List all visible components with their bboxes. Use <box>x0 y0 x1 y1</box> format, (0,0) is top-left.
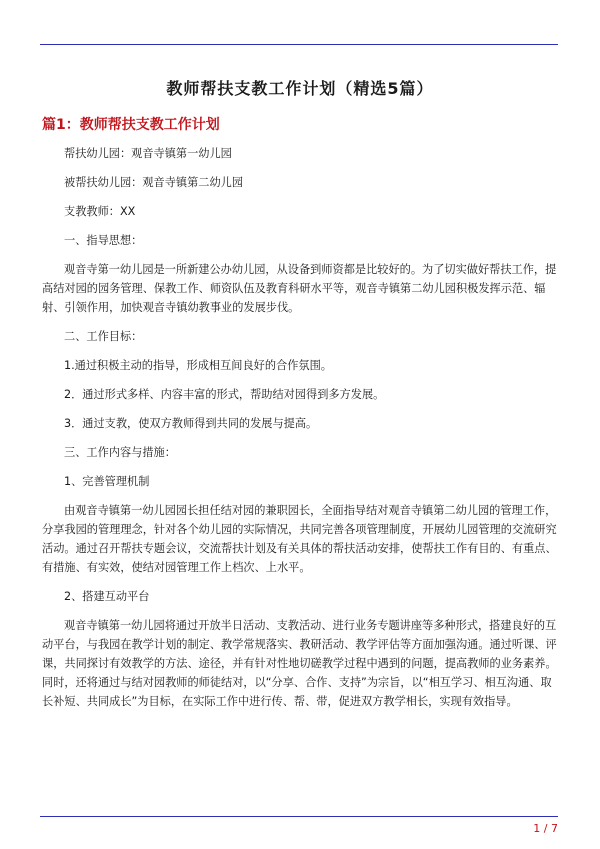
paragraph-teacher: 支教教师：XX <box>64 205 136 218</box>
header-rule <box>40 44 558 45</box>
section-heading: 篇1：教师帮扶支教工作计划 <box>42 117 220 133</box>
heading-content-measures: 三、工作内容与措施： <box>64 446 176 459</box>
goal-item-3: 3．通过支教，使双方教师得到共同的发展与提高。 <box>64 417 318 430</box>
heading-work-goals: 二、工作目标： <box>64 330 143 343</box>
paragraph-ideology-body: 观音寺第一幼儿园是一所新建公办幼儿园，从设备到师资都是比较好的。为了切实做好帮扶工作，提高结对园的园务管理、保教工作、师资队伍及教育科研水平等，观音寺镇第二幼儿园积极发挥示范、辐射、引领作用，加快观音寺镇幼教事业的发展步伐。 <box>42 263 557 314</box>
paragraph-supported-kindergarten: 被帮扶幼儿园：观音寺镇第二幼儿园 <box>64 176 244 189</box>
subheading-management: 1、完善管理机制 <box>64 475 150 488</box>
page-indicator: 1 / 7 <box>533 822 558 835</box>
heading-guiding-ideology: 一、指导思想： <box>64 234 143 247</box>
goal-item-2: 2．通过形式多样、内容丰富的形式，帮助结对园得到多方发展。 <box>64 388 385 401</box>
document-body <box>42 144 560 721</box>
document-title: 教师帮扶支教工作计划（精选5篇） <box>166 79 434 98</box>
subheading-platform: 2、搭建互动平台 <box>64 590 150 603</box>
paragraph-support-kindergarten: 帮扶幼儿园：观音寺镇第一幼儿园 <box>64 147 232 160</box>
footer-rule <box>40 816 558 817</box>
paragraph-management-body: 由观音寺镇第一幼儿园园长担任结对园的兼职园长，全面指导结对观音寺镇第二幼儿园的管理工作，分享我园的管理理念，针对各个幼儿园的实际情况，共同完善各项管理制度，开展幼儿园管理的交流研究活动。通过召开帮扶专题会议，交流帮扶计划及有关具体的帮扶活动安排，使帮扶工作有目的、有重点、有措施、有实效，使结对园管理工作上档次、上水平。 <box>42 504 557 574</box>
paragraph-platform-body: 观音寺镇第一幼儿园将通过开放半日活动、支教活动、进行业务专题讲座等多种形式，搭建良好的互动平台，与我园在教学计划的制定、教学常规落实、教研活动、教学评估等方面加强沟通。通过听课、评课，共同探讨有效教学的方法、途径，并有针对性地切磋教学过程中遇到的问题，提高教师的业务素养。同时，还将通过与结对园教师的师徒结对，以“分享、合作、支持”为宗旨，以“相互学习、相互沟通、取长补短、共同成长”为目标，在实际工作中进行传、帮、带，促进双方教学相长，实现有效指导。 <box>42 619 557 708</box>
goal-item-1: 1.通过积极主动的指导，形成相互间良好的合作氛围。 <box>64 359 332 372</box>
